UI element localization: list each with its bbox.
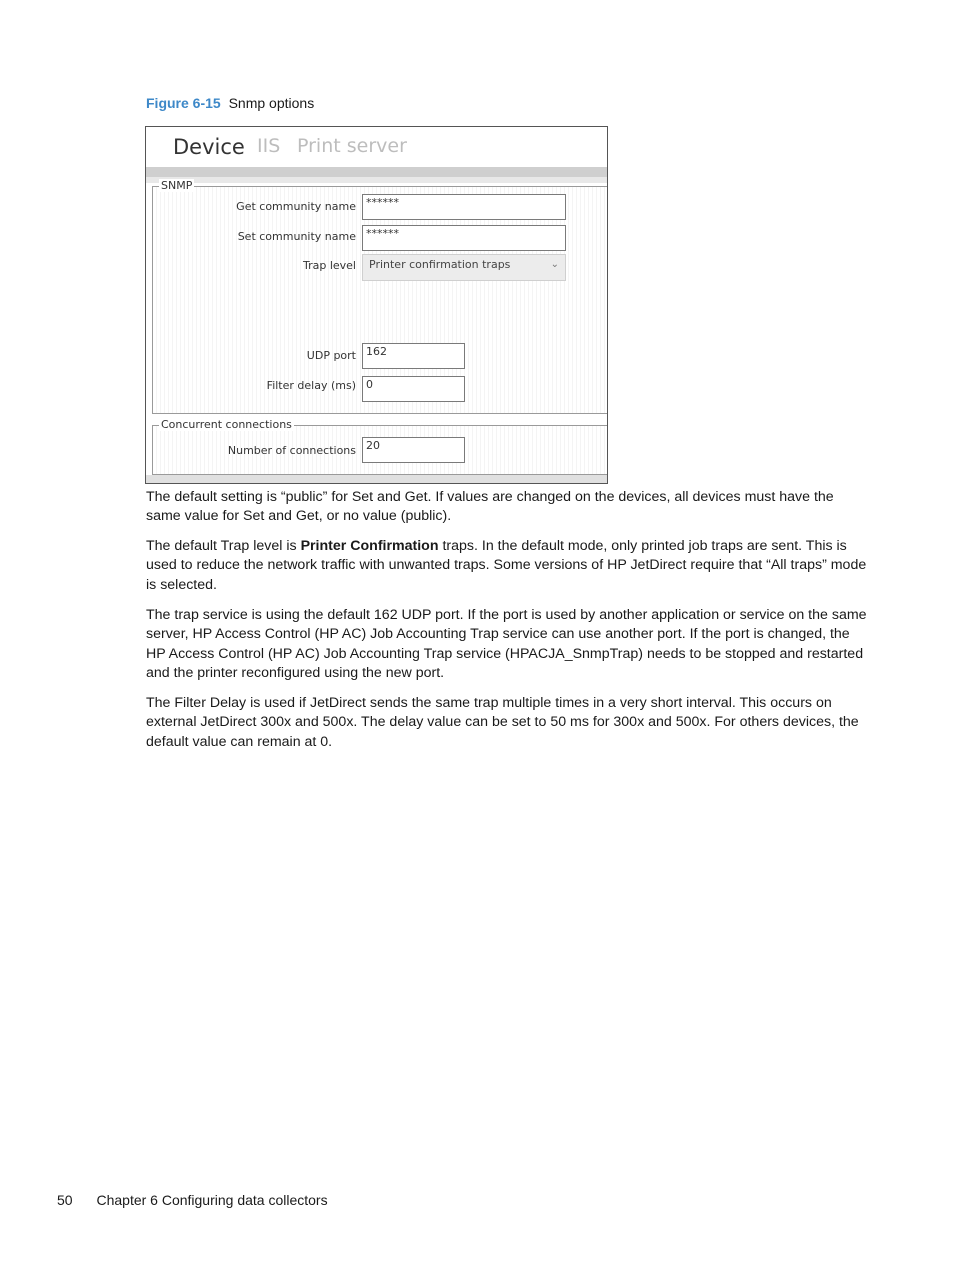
tab-device[interactable]: Device bbox=[173, 135, 245, 159]
udp-port-input[interactable]: 162 bbox=[362, 343, 465, 369]
get-community-label: Get community name bbox=[236, 200, 356, 213]
trap-level-value: Printer confirmation traps bbox=[369, 258, 511, 271]
chevron-down-icon: ⌄ bbox=[550, 259, 559, 270]
snmp-options-screenshot bbox=[145, 126, 608, 484]
p2-text-start: The default Trap level is bbox=[146, 538, 301, 554]
page-number: 50 bbox=[57, 1192, 73, 1208]
filter-delay-label: Filter delay (ms) bbox=[266, 379, 356, 392]
trap-level-select[interactable] bbox=[362, 254, 566, 281]
p2-bold-term: Printer Confirmation bbox=[300, 538, 439, 554]
udp-port-label: UDP port bbox=[306, 349, 356, 362]
get-community-input[interactable]: ****** bbox=[362, 194, 566, 220]
tab-stripe bbox=[146, 177, 607, 183]
filter-delay-input[interactable]: 0 bbox=[362, 376, 465, 402]
concurrent-legend: Concurrent connections bbox=[161, 418, 292, 431]
tab-iis[interactable]: IIS bbox=[257, 135, 281, 157]
figure-number: Figure 6-15 bbox=[146, 95, 221, 111]
snmp-group bbox=[152, 179, 608, 414]
page-footer bbox=[57, 1192, 328, 1208]
number-connections-label: Number of connections bbox=[227, 444, 356, 457]
tab-print-server[interactable]: Print server bbox=[297, 135, 407, 157]
paragraph-filter-delay: The Filter Delay is used if JetDirect sends the same trap multiple times in a very short interval. This occurs on external JetDirect 300x and 500x. The delay value can be set to 50 ms for 300x and 500x. For others devices, the default value can remain at 0. bbox=[146, 695, 859, 750]
chapter-title: Chapter 6 Configuring data collectors bbox=[96, 1192, 328, 1208]
trap-level-label: Trap level bbox=[302, 259, 356, 272]
set-community-label: Set community name bbox=[237, 230, 356, 243]
number-connections-input[interactable]: 20 bbox=[362, 437, 465, 463]
figure-title: Snmp options bbox=[228, 95, 315, 111]
snmp-legend: SNMP bbox=[161, 179, 193, 192]
paragraph-default-setting: The default setting is “public” for Set and Get. If values are changed on the devices, all devices must have the same value for Set and Get, or no value (public). bbox=[146, 489, 834, 525]
paragraph-trap-level bbox=[146, 537, 870, 595]
set-community-input[interactable]: ****** bbox=[362, 225, 566, 251]
tab-underline bbox=[146, 167, 607, 177]
figure-caption bbox=[146, 95, 314, 111]
paragraph-udp-port: The trap service is using the default 162 UDP port. If the port is used by another application or service on the same server, HP Access Control (HP AC) Job Accounting Trap service can use another port. If the port is changed, the HP Access Control (HP AC) Job Accounting Trap service (HPACJA_SnmpTrap) needs to be stopped and restarted and the printer reconfigured using the new port. bbox=[146, 607, 867, 681]
panel-bottom-stripe bbox=[146, 475, 607, 483]
concurrent-connections-group bbox=[152, 418, 608, 475]
p2-text-end: traps. In the default mode, only printed job traps are sent. This is used to reduce the network traffic with unwanted traps. Some versions of HP JetDirect require that “All traps” mode is selected. bbox=[146, 538, 867, 593]
